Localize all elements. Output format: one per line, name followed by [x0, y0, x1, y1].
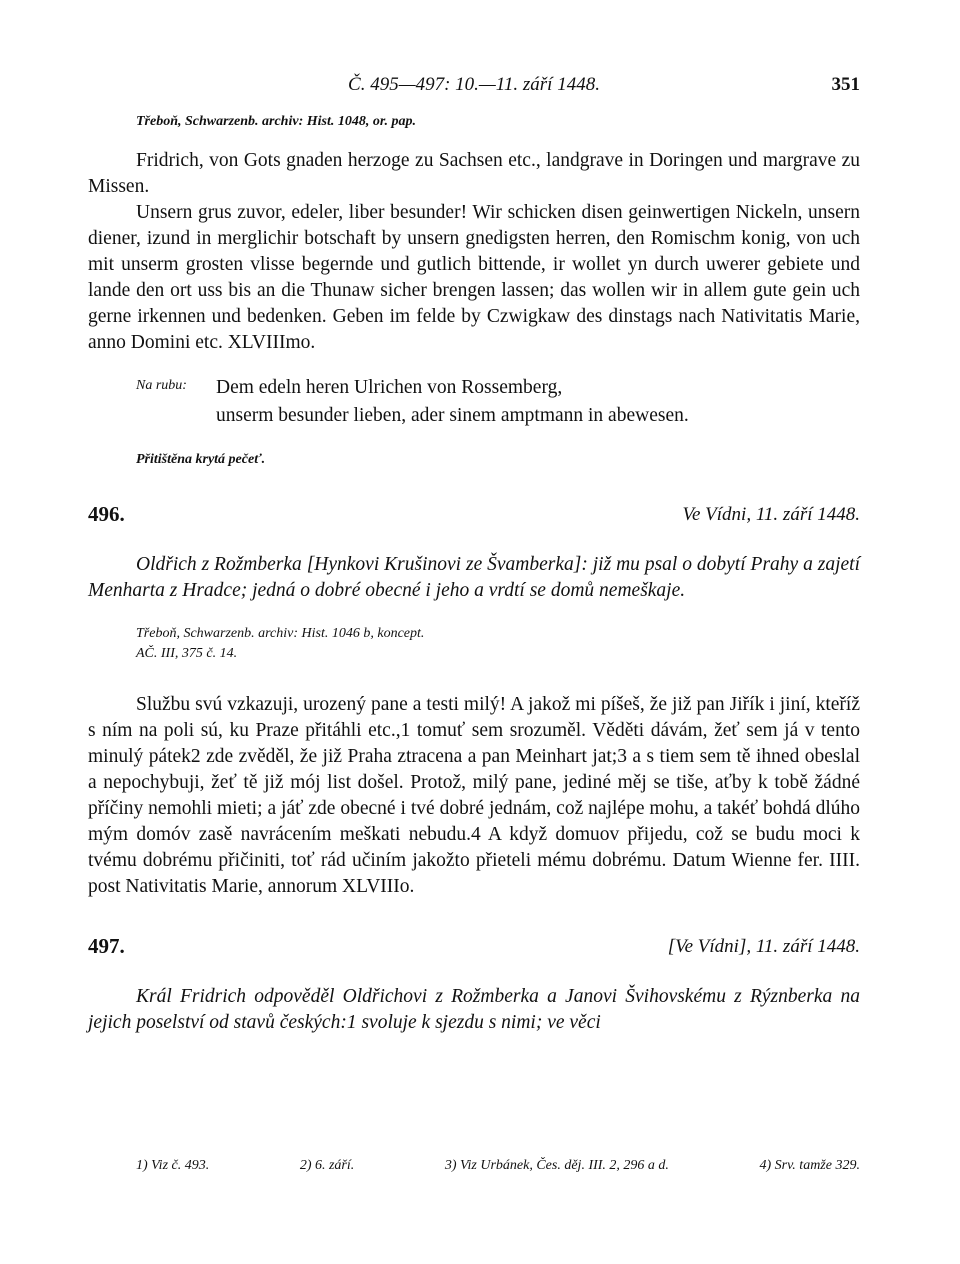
page-number: 351 — [831, 74, 860, 95]
doc-497-place-date: [Ve Vídni], 11. září 1448. — [667, 936, 860, 957]
footnote-3: 3) Viz Urbánek, Čes. děj. III. 2, 296 a d. — [444, 1158, 669, 1173]
doc-496-text-body: Službu svú vzkazuji, urozený pane a testi milý! A jakož mi píšeš, že již pan Jiřík i jiní, kteříž s ním na poli sú, ku Praze přitáhli etc.,1 tomuť sem srozuměl. Věděti dávám, žeť sem já v tento minulý pátek2 zde zvěděl, že již Praha ztracena a pan Meinhart jat;3 a s tiem sem tě ihned obeslal a nepochybuji, žeť tě již mój list došel. Protož, milý pane, jediné měj se tiše, aťby k tobě žádné příčiny nemohli mieti; a jáť zde obecné i tvé dobré jednám, což najlépe mohu, a takéť bohdá dlúho mým domóv zasě navrácením meškati nebudu.4 A když domuov přijedu, což se budu moci k tvému dobrému přičiniti, toť rád učiním jakožto přieteli mému dobrému. Datum Wienne fer. IIII. post Nativitatis Marie, annorum XLVIIIo. — [88, 694, 860, 897]
letter-body-text: Unsern grus zuvor, edeler, liber besunder! Wir schicken disen geinwertigen Nickeln, unsern diener, izund in merglichir botschaft by unsern gnedigsten herren, den Romischm konig, von uch mit unserm grosten vlisse begernde und gutlich bittende, ir wollet yn durch uwerer gebiete und lande den ort uss bis an die Thunaw sicher brengen lassen; das wollen wir in allem gute gein uch gerne irkennen und bedenken. Geben im felde by Czwigkaw des dinstags nach Nativitatis Marie, anno Domini etc. XLVIIImo. — [88, 202, 860, 353]
salutation-text: Fridrich, von Gots gnaden herzoge zu Sachsen etc., landgrave in Doringen und margrave zu Missen. — [88, 150, 860, 197]
doc-496-reference: AČ. III, 375 č. 14. — [136, 646, 238, 661]
footnote-1: 1) Viz č. 493. — [136, 1158, 210, 1173]
running-head — [88, 74, 860, 114]
letter-body — [88, 200, 860, 356]
running-title: Č. 495—497: 10.—11. září 1448. — [348, 74, 600, 95]
address-block — [88, 374, 860, 430]
footnotes — [136, 1158, 860, 1174]
doc-497-number: 497. — [88, 934, 125, 958]
footnote-2: 2) 6. září. — [299, 1158, 355, 1173]
address-line-2: unserm besunder lieben, ader sinem amptmann in abewesen. — [216, 405, 689, 426]
address-line-1: Dem edeln heren Ulrichen von Rossemberg, — [216, 377, 563, 398]
seal-note: Přitištěna krytá pečeť. — [136, 452, 266, 467]
doc-496-regest-text: Oldřich z Rožmberka [Hynkovi Krušinovi ze Švamberka]: již mu psal o dobytí Prahy a zajetí Menharta z Hradce; jedná o dobré obecné i jeho a vrdtí se domů nemeškaje. — [88, 554, 860, 601]
doc-496-text — [88, 692, 860, 900]
doc-496-regest — [88, 552, 860, 604]
doc-496-number: 496. — [88, 502, 125, 526]
doc-497-heading — [88, 934, 860, 968]
address-label: Na rubu: — [136, 378, 187, 393]
doc-497-regest — [88, 984, 860, 1036]
address-lines — [216, 374, 689, 430]
doc-496-place-date: Ve Vídni, 11. září 1448. — [682, 504, 860, 525]
archive-citation: Třeboň, Schwarzenb. archiv: Hist. 1048, or. pap. — [136, 114, 417, 129]
doc-496-archive: Třeboň, Schwarzenb. archiv: Hist. 1046 b, koncept. — [136, 626, 425, 641]
page — [88, 74, 860, 1036]
doc-496-heading — [88, 502, 860, 536]
letter-salutation — [88, 148, 860, 200]
doc-497-regest-text: Král Fridrich odpověděl Oldřichovi z Rožmberka a Janovi Švihovskému z Rýznberka na jejich poselství od stavů českých:1 svoluje k sjezdu s nimi; ve věci — [88, 986, 860, 1033]
footnote-4: 4) Srv. tamže 329. — [759, 1158, 860, 1173]
